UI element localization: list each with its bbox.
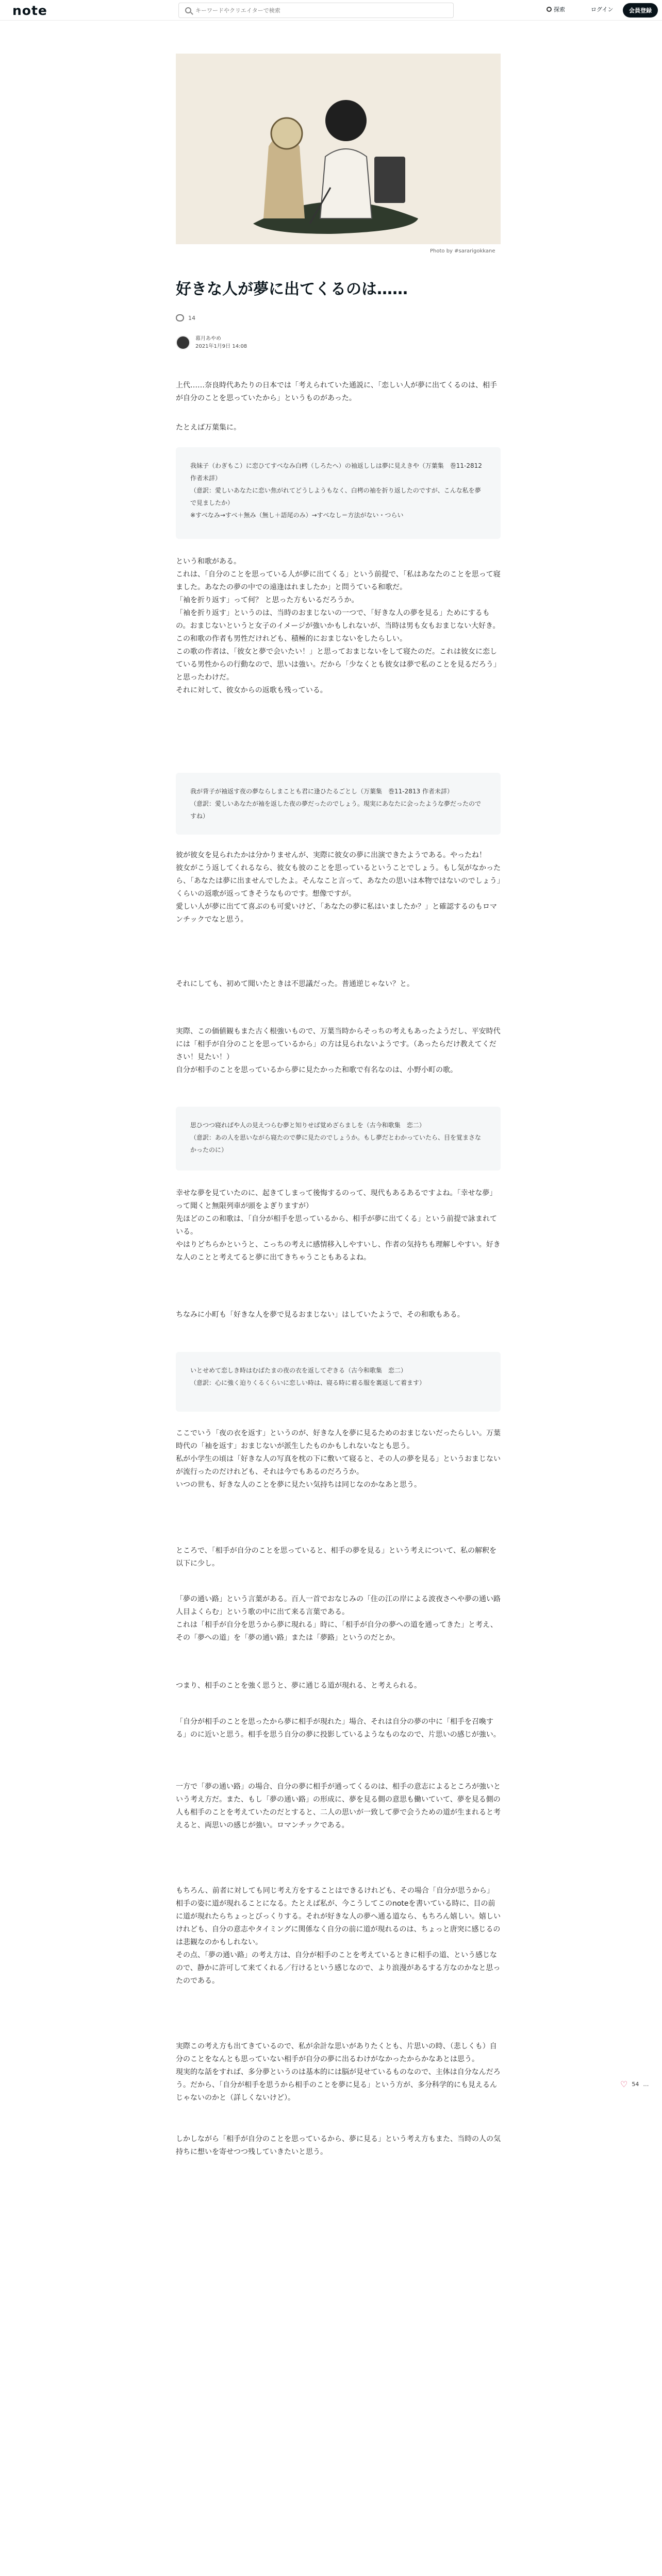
waka-quote: 我が背子が袖返す夜の夢ならしまことも君に逢ひたるごとし（万葉集 巻11-2813 作者未詳） （意訳：愛しいあなたが袖を返した夜の夢だったのでしょう。現実にあなたに会ったような夢だったのですね） <box>176 773 501 835</box>
paragraph: 一方で「夢の通い路」の場合、自分の夢に相手が通ってくるのは、相手の意志によるところが強いという考え方だ。また、もし「夢の通い路」の形成に、夢を見る側の意思も働いていて、夢を見る側の人も相手のことを考えていたのだとすると、二人の思いが一致して夢で会うための道が生まれると考えると、両思いの感じが強い。ロマンチックである。 <box>176 1783 501 1829</box>
post-date: 2021年1月9日 14:08 <box>195 344 247 349</box>
paragraph: たとえば万葉集に。 <box>176 423 241 432</box>
search-input[interactable] <box>195 7 443 14</box>
paragraph: ここでいう「夜の衣を返す」というのが、好きな人を夢に見るためのおまじないだったらしい。万葉時代の「袖を返す」おまじないが派生したものかもしれないなとも思う。 私が小学生の頃は「好きな人の写真を枕の下に敷いて寝ると、その人の夢を見る」というおまじないが流行ったのだけれども、それは今でもあるのだろうか。 いつの世も、好きな人のことを夢に見たい気持ちは同じなのかなあと思う。 <box>176 1429 501 1489</box>
more-icon[interactable]: … <box>643 2081 649 2088</box>
author-info <box>195 335 247 350</box>
waka-quote: 我妹子（わぎもこ）に恋ひてすべなみ白栲（しろたへ）の袖返ししは夢に見えきや（万葉集 巻11-2812 作者未詳） （意訳：愛しいあなたに恋い焦がれてどうしようもなく、白栲の袖を折り返したのですが、こんな私を夢で見ましたか） ※すべなみ→すべ＋無み（無し＋語尾のみ）→すべなし＝方法がない・つらい <box>176 447 501 539</box>
paragraph: もちろん、前者に対しても同じ考え方をすることはできるけれども、その場合「自分が思うから」相手の姿に道が現れることになる。たとえば私が、今こうしてこのnoteを書いている時に、目の前に道が現れたらちょっとびっくりする。それが好きな人の夢へ通る道なら、もちろん嬉しい。嬉しいけれども、自分の意志やタイミングに関係なく自分の前に道が現れるのは、ちょっと唐突に感じるのは悲観なのかもしれない。 その点、「夢の通い路」の考え方は、自分が相手のことを考えているときに相手の道、という感じなので、静かに許可して来てくれる／行けるという感じなので、より浪漫があるする方なのかなと思ったのである。 <box>176 1887 501 1985</box>
paragraph: という和歌がある。 これは、「自分のことを思っている人が夢に出てくる」という前提で、「私はあなたのことを思って寝ました。あなたの夢の中での遠逢はれましたか」と問うている和歌だ。 「袖を折り返す」って何？ と思った方もいるだろうか。 「袖を折り返す」というのは、当時のおまじないの一つで、「好きな人の夢を見る」ためにするもの。おまじないというと女子のイメージが強いかもしれないが、当時は男も女もおまじない大好き。この和歌の作者も男性だけれども、積極的におまじないをしたらしい。 この歌の作者は、「彼女と夢で会いたい！」と思っておまじないをして寝たのだ。これは彼女に恋している男性からの行動なので、思いは強い。だから「少なくとも彼女は夢で私のことを見るだろう」と思ったわけだ。 それに対して、彼女からの返歌も残っている。 <box>176 557 501 694</box>
register-button[interactable]: 会員登録 <box>623 3 658 18</box>
hero-image <box>176 54 501 244</box>
search-icon <box>185 7 191 13</box>
waka-quote: いとせめて恋しき時はむばたまの夜の衣を返してぞきる（古今和歌集 恋二） （意訳：心に強く迫りくるくらいに恋しい時は、寝る時に着る服を裏返して着ます） <box>176 1352 501 1412</box>
site-header <box>0 0 662 21</box>
search-box[interactable] <box>178 3 454 18</box>
paragraph: 「夢の通い路」という言葉がある。百人一首でおなじみの「住の江の岸による波夜さへや夢の通い路人目よくらむ」という歌の中に出て来る言葉である。 これは「相手が自分を思うから夢に現れる」時に、「相手が自分の夢への道を通ってきた」と考え、その「夢への道」を「夢の通い路」または「夢路」というのだとか。 <box>176 1595 501 1642</box>
paragraph: 実際この考え方も出てきているので、私が余計な思いがありたくとも、片思いの時、（悲しくも）自分のことをなんとも思っていない相手が自分の夢に出るわけがなかったからかなあとは思う。 現実的な話をすれば、多分夢というのは基本的には脳が見せているものなので、主体は自分なんだろう。だから、「自分が相手を思うから相手のことを夢に見る」という方が、多分科学的にも見えるんじゃないのかと（詳しくないけど）。 <box>176 2042 501 2102</box>
paragraph: つまり、相手のことを強く思うと、夢に通じる道が現れる、と考えられる。 <box>176 1682 421 1690</box>
waka-quote: 思ひつつ寝ればや人の見えつらむ夢と知りせば覚めざらましを（古今和歌集 恋二） （意訳：あの人を思いながら寝たので夢に見たのでしょうか。もし夢だとわかっていたら、目を覚まさなかったのに） <box>176 1107 501 1171</box>
paragraph: 幸せな夢を見ていたのに、起きてしまって後悔するのって、現代もあるあるですよね。「幸せな夢」って聞くと無限列車が頭をよぎりますが） 先ほどのこの和歌は、「自分が相手を思っているから、相手が夢に出てくる」という前提で詠まれている。 やはりどちらかというと、こっちの考えに感情移入しやすいし、作者の気持ちも理解しやすい。好きな人のことと考えてると夢に出てきちゃうこともあるよね。 <box>176 1189 501 1262</box>
comment-icon <box>176 314 184 321</box>
paragraph: それにしても、初めて聞いたときは不思議だった。普通逆じゃない？と。 <box>176 980 414 988</box>
comment-count: 14 <box>188 314 195 321</box>
article-title: 好きな人が夢に出てくるのは…… <box>176 280 408 298</box>
avatar[interactable] <box>176 335 190 350</box>
paragraph: 「自分が相手のことを思ったから夢に相手が現れた」場合、それは自分の夢の中に「相手を召喚する」のに近いと思う。相手を思う自分の夢に投影しているようなものなので、片思いの感じが強い。 <box>176 1718 501 1739</box>
author-row[interactable] <box>176 335 247 350</box>
paragraph: 彼が彼女を見られたかは分かりませんが、実際に彼女の夢に出演できたようである。やったね！ 彼女がこう返してくれるなら、彼女も彼のことを思っているということでしょう。もし気がなかったら、「あなたは夢に出ませんでしたよ。そんなこと言って、あなたの思いは本物ではないのでしょう」くらいの返歌が返ってきそうなものです。想像ですが。 愛しい人が夢に出てて喜ぶのも可愛いけど、「あなたの夢に私はいましたか？」と確認するのもロマンチックでなと思う。 <box>176 851 501 924</box>
paragraph: 実際、この価値観もまた古く根強いもので、万葉当時からそっちの考えもあったようだし、平安時代には「相手が自分のことを思っているから」の方は見られないようです。（あったらだけ教えてください！見たい！） 自分が相手のことを思っているから夢に見たかった和歌で有名なのは、小野小町の歌。 <box>176 1027 501 1074</box>
paragraph: しかしながら「相手が自分のことを思っているから、夢に見る」という考え方もまた、当時の人の気持ちに想いを寄せつつ残していきたいと思う。 <box>176 2135 501 2156</box>
author-name[interactable]: 幕月あやめ <box>195 336 221 342</box>
heart-icon[interactable]: ♡ <box>620 2079 628 2089</box>
login-link[interactable]: ログイン <box>591 6 614 13</box>
paragraph: 上代……奈良時代あたりの日本では「考えられていた通説に、「恋しい人が夢に出てくるのは、相手が自分のことを思っていたから」というものがあった。 <box>176 381 497 402</box>
hero-illustration <box>176 54 501 244</box>
explore-label: 探索 <box>554 6 565 13</box>
article-meta <box>176 314 195 321</box>
paragraph: ちなみに小町も「好きな人を夢で見るおまじない」はしていたようで、その和歌もある。 <box>176 1311 465 1319</box>
explore-icon <box>547 7 552 12</box>
like-count: 54 <box>632 2081 639 2088</box>
like-rail[interactable] <box>620 2079 649 2089</box>
explore-link[interactable] <box>547 5 565 13</box>
photo-credit[interactable]: Photo by #sararigokkane <box>430 248 495 254</box>
note-logo[interactable]: note <box>12 3 47 18</box>
paragraph: ところで、「相手が自分のことを思っていると、相手の夢を見る」という考えについて、私の解釈を以下に少し。 <box>176 1547 497 1568</box>
